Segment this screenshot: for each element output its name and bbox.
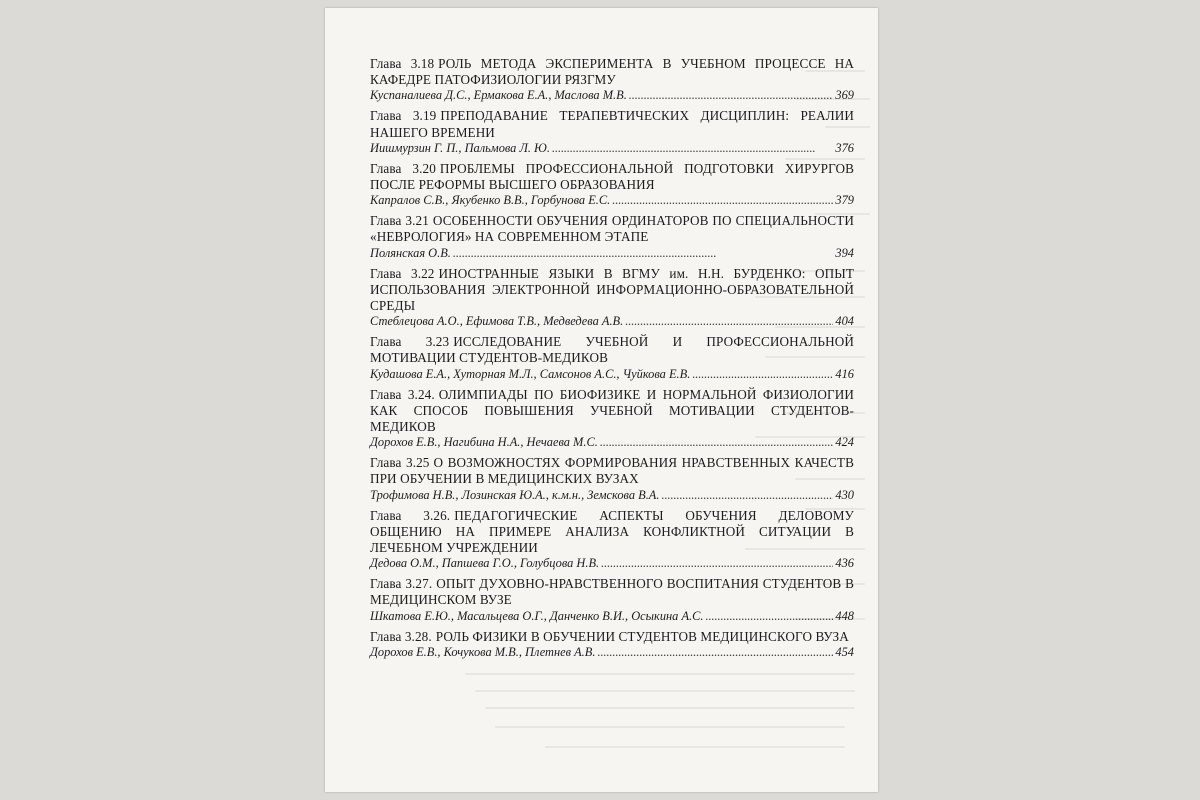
dot-leader (629, 88, 834, 103)
dot-leader (706, 609, 834, 624)
entry-title (370, 161, 854, 193)
entry-title (370, 56, 854, 88)
toc-entry-3-21 (370, 213, 854, 260)
entry-authors-line (370, 246, 854, 261)
chapter-number: Глава 3.23 (370, 334, 450, 350)
dot-leader (453, 246, 834, 261)
page-number: 416 (835, 366, 854, 381)
entry-title (370, 387, 854, 436)
authors: Кудашова Е.А., Хуторная М.Л., Самсонов А.С., Чуйкова Е.В. (370, 366, 691, 381)
authors: Стеблецова А.О., Ефимова Т.В., Медведева А.В. (370, 314, 624, 329)
chapter-title: ОПЫТ ДУХОВНО-НРАВСТВЕННОГО ВОСПИТАНИЯ СТУДЕНТОВ В МЕДИЦИНСКОМ ВУЗЕ (370, 576, 854, 608)
authors: Капралов С.В., Якубенко В.В., Горбунова Е.С. (370, 193, 611, 208)
chapter-title: ОСОБЕННОСТИ ОБУЧЕНИЯ ОРДИНАТОРОВ ПО СПЕЦИАЛЬНОСТИ «НЕВРОЛОГИЯ» НА СОВРЕМЕННОМ ЭТАПЕ (370, 213, 854, 245)
dot-leader (601, 556, 833, 571)
chapter-title: ПЕДАГОГИЧЕСКИЕ АСПЕКТЫ ОБУЧЕНИЯ ДЕЛОВОМУ ОБЩЕНИЮ НА ПРИМЕРЕ АНАЛИЗА КОНФЛИКТНОЙ СИТУАЦИИ В ЛЕЧЕБНОМ УЧРЕЖДЕНИИ (370, 507, 854, 556)
chapter-number: Глава 3.27. (370, 576, 433, 592)
chapter-number: Глава 3.21 (370, 213, 429, 229)
entry-title (370, 508, 854, 557)
authors: Дорохов Е.В., Кочукова М.В., Плетнев А.В. (370, 644, 596, 659)
book-page (325, 8, 878, 792)
chapter-title: РОЛЬ МЕТОДА ЭКСПЕРИМЕНТА В УЧЕБНОМ ПРОЦЕССЕ НА КАФЕДРЕ ПАТОФИЗИОЛОГИИ РЯЗГМУ (370, 56, 854, 88)
entry-title (370, 576, 854, 608)
page-number: 430 (835, 487, 854, 502)
page-number: 376 (835, 140, 854, 155)
entry-title (370, 213, 854, 245)
dot-leader (600, 435, 834, 450)
entry-authors-line (370, 488, 854, 503)
chapter-number: Глава 3.26. (370, 507, 451, 523)
table-of-contents (370, 56, 854, 665)
entry-authors-line (370, 367, 854, 382)
authors: Шкатова Е.Ю., Масальцева О.Г., Данченко В.И., Осыкина А.С. (370, 608, 704, 623)
page-number: 424 (835, 435, 854, 450)
toc-entry-3-25 (370, 455, 854, 502)
chapter-number: Глава 3.28. (370, 628, 432, 644)
page-number: 394 (835, 245, 854, 260)
dot-leader (612, 193, 833, 208)
chapter-number: Глава 3.22 (370, 265, 435, 281)
dot-leader (552, 141, 833, 156)
authors: Полянская О.В. (370, 245, 451, 260)
chapter-title: ИССЛЕДОВАНИЕ УЧЕБНОЙ И ПРОФЕССИОНАЛЬНОЙ МОТИВАЦИИ СТУДЕНТОВ-МЕДИКОВ (370, 334, 854, 366)
page-number: 448 (835, 608, 854, 623)
chapter-title: РОЛЬ ФИЗИКИ В ОБУЧЕНИИ СТУДЕНТОВ МЕДИЦИНСКОГО ВУЗА (435, 628, 849, 644)
entry-authors-line (370, 609, 854, 624)
toc-entry-3-19 (370, 108, 854, 155)
authors: Дедова О.М., Папшева Г.О., Голубцова Н.В. (370, 556, 600, 571)
chapter-number: Глава 3.20 (370, 160, 436, 176)
entry-authors-line (370, 435, 854, 450)
dot-leader (692, 367, 833, 382)
chapter-title: О ВОЗМОЖНОСТЯХ ФОРМИРОВАНИЯ НРАВСТВЕННЫХ КАЧЕСТВ ПРИ ОБУЧЕНИИ В МЕДИЦИНСКИХ ВУЗАХ (370, 455, 854, 487)
chapter-title: ИНОСТРАННЫЕ ЯЗЫКИ В ВГМУ им. Н.Н. БУРДЕНКО: ОПЫТ ИСПОЛЬЗОВАНИЯ ЭЛЕКТРОННОЙ ИНФОРМАЦИОННО-ОБРАЗОВАТЕЛЬНОЙ СРЕДЫ (370, 265, 854, 314)
chapter-title: ОЛИМПИАДЫ ПО БИОФИЗИКЕ И НОРМАЛЬНОЙ ФИЗИОЛОГИИ КАК СПОСОБ ПОВЫШЕНИЯ УЧЕБНОЙ МОТИВАЦИИ СТУДЕНТОВ-МЕДИКОВ (370, 386, 854, 435)
chapter-number: Глава 3.25 (370, 455, 430, 471)
toc-entry-3-24 (370, 387, 854, 451)
toc-entry-3-22 (370, 266, 854, 330)
authors: Иишмурзин Г. П., Пальмова Л. Ю. (370, 140, 550, 155)
authors: Дорохов Е.В., Нагибина Н.А., Нечаева М.С. (370, 435, 598, 450)
chapter-number: Глава 3.19 (370, 108, 437, 124)
page-number: 379 (835, 193, 854, 208)
entry-title (370, 629, 854, 645)
chapter-number: Глава 3.24. (370, 386, 435, 402)
dot-leader (625, 314, 833, 329)
entry-title (370, 334, 854, 366)
page-number: 369 (835, 88, 854, 103)
dot-leader (661, 488, 833, 503)
authors: Трофимова Н.В., Лозинская Ю.А., к.м.н., Земскова В.А. (370, 487, 660, 502)
entry-authors-line (370, 314, 854, 329)
toc-entry-3-26 (370, 508, 854, 572)
authors: Куспаналиева Д.С., Ермакова Е.А., Маслова М.В. (370, 88, 627, 103)
chapter-number: Глава 3.18 (370, 56, 435, 71)
page-number: 436 (835, 556, 854, 571)
entry-authors-line (370, 193, 854, 208)
toc-entry-3-23 (370, 334, 854, 381)
toc-entry-3-28 (370, 629, 854, 660)
toc-entry-3-27 (370, 576, 854, 623)
entry-authors-line (370, 556, 854, 571)
page-number: 404 (835, 314, 854, 329)
entry-authors-line (370, 645, 854, 660)
entry-authors-line (370, 88, 854, 103)
page-number: 454 (835, 644, 854, 659)
entry-title (370, 108, 854, 140)
entry-authors-line (370, 141, 854, 156)
dot-leader (597, 645, 833, 660)
toc-entry-3-18 (370, 56, 854, 103)
toc-entry-3-20 (370, 161, 854, 208)
entry-title (370, 266, 854, 315)
entry-title (370, 455, 854, 487)
chapter-title: ПРЕПОДАВАНИЕ ТЕРАПЕВТИЧЕСКИХ ДИСЦИПЛИН: РЕАЛИИ НАШЕГО ВРЕМЕНИ (370, 108, 854, 140)
chapter-title: ПРОБЛЕМЫ ПРОФЕССИОНАЛЬНОЙ ПОДГОТОВКИ ХИРУРГОВ ПОСЛЕ РЕФОРМЫ ВЫСШЕГО ОБРАЗОВАНИЯ (370, 160, 854, 193)
